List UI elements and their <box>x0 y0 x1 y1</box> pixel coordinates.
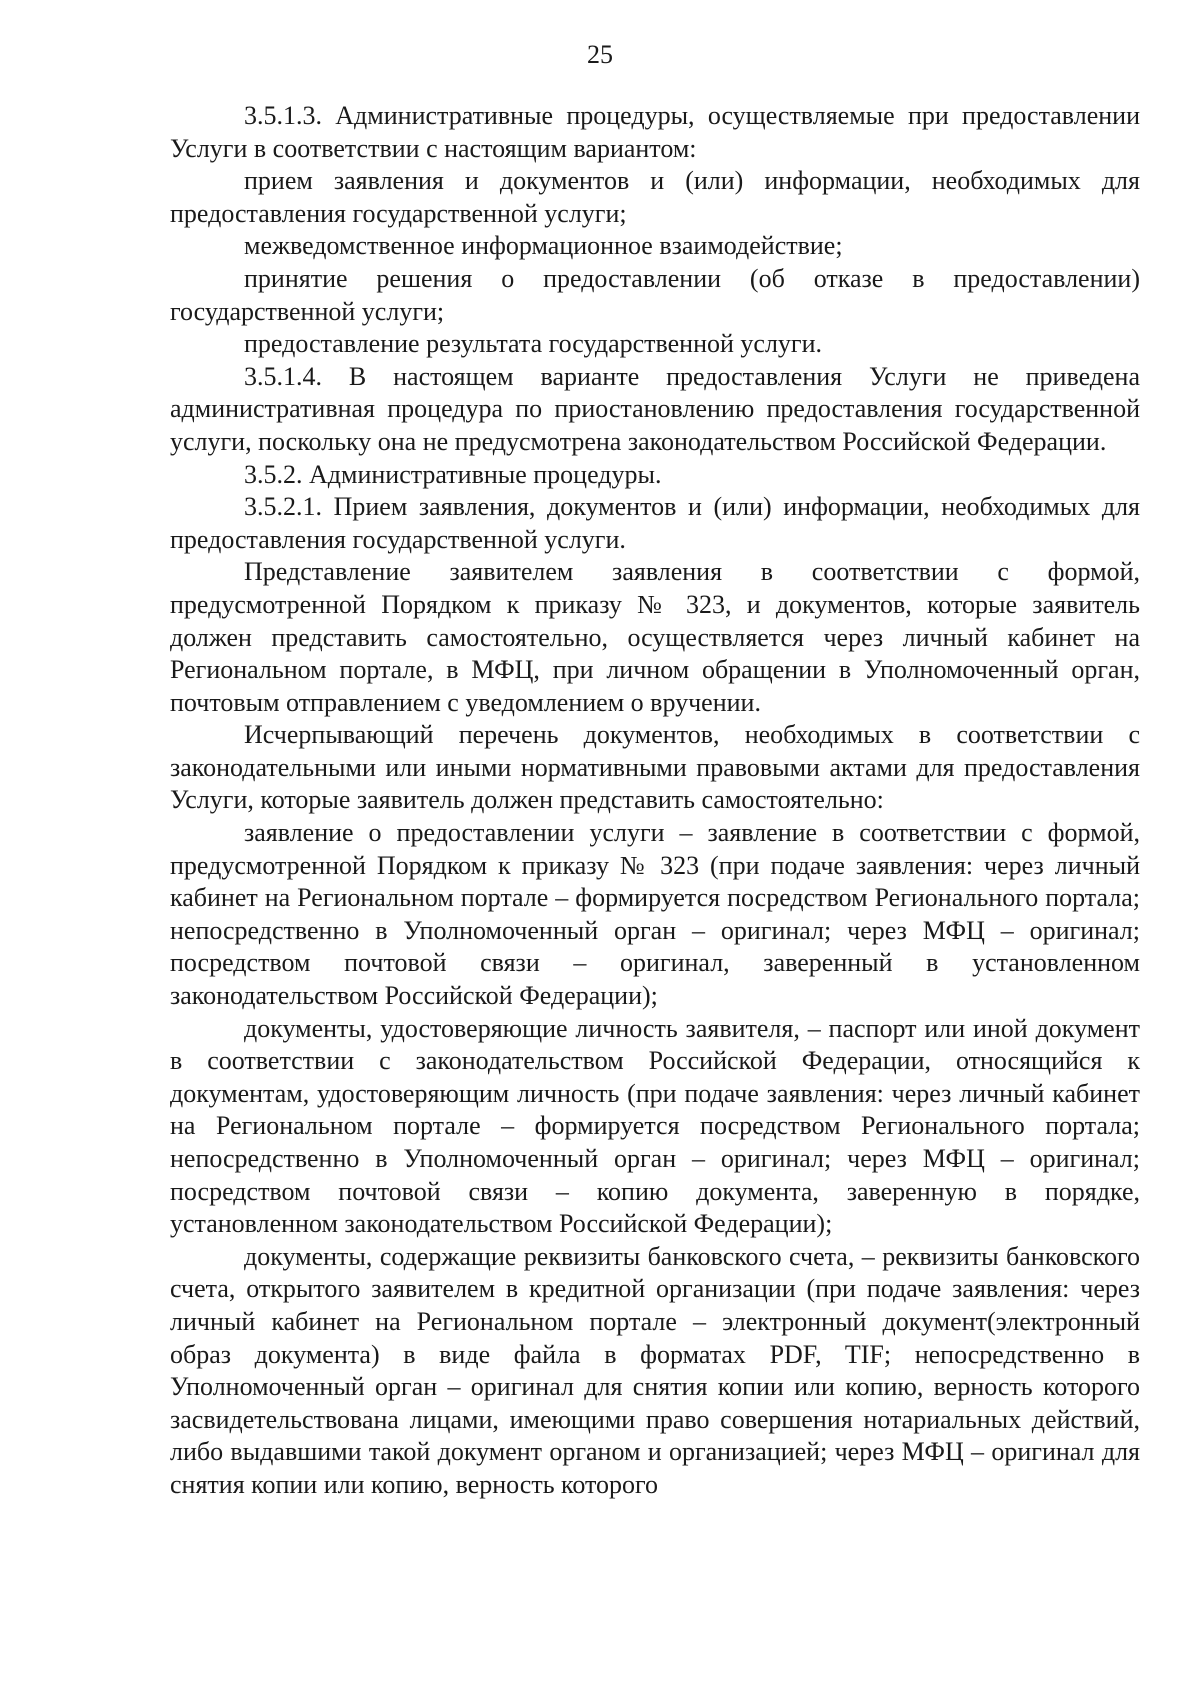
document-body <box>170 100 1140 1502</box>
list-item-application: заявление о предоставлении услуги – заявление в соответствии с формой, предусмотренной Порядком к приказу № 323 (при подаче заявления: через личный кабинет на Региональном портале – формируется посредством Регионального портала; непосредственно в Уполномоченный орган – оригинал; через МФЦ – оригинал; посредством почтовой связи – оригинал, заверенный в установленном законодательством Российской Федерации); <box>170 818 1140 1011</box>
paragraph-document-list: Исчерпывающий перечень документов, необходимых в соответствии с законодательными или иными нормативными правовыми актами для предоставления Услуги, которые заявитель должен представить самостоятельно: <box>170 720 1140 815</box>
paragraph-3-5-1-4: 3.5.1.4. В настоящем варианте предоставления Услуги не приведена административная процедура по приостановлению предоставления государственной услуги, поскольку она не предусмотрена законодательством Российской Федерации. <box>170 361 1140 456</box>
paragraph-submission: Представление заявителем заявления в соответствии с формой, предусмотренной Порядком к приказу № 323, и документов, которые заявитель должен представить самостоятельно, осуществляется через личный кабинет на Региональном портале, в МФЦ, при личном обращении в Уполномоченный орган, почтовым отправлением с уведомлением о вручении. <box>170 557 1140 717</box>
list-item-interagency: межведомственное информационное взаимодействие; <box>244 231 843 261</box>
list-item-decision: принятие решения о предоставлении (об отказе в предоставлении) государственной услуги; <box>170 263 1140 326</box>
paragraph-3-5-2-1: 3.5.2.1. Прием заявления, документов и (или) информации, необходимых для предоставления государственной услуги. <box>170 492 1140 554</box>
paragraph-3-5-2: 3.5.2. Административные процедуры. <box>244 459 662 489</box>
paragraph-3-5-1-3: 3.5.1.3. Административные процедуры, осуществляемые при предоставлении Услуги в соответствии с настоящим вариантом: <box>170 101 1140 163</box>
page-number: 25 <box>587 40 613 69</box>
list-item-result: предоставление результата государственной услуги. <box>244 329 823 359</box>
list-item-reception: прием заявления и документов и (или) информации, необходимых для предоставления государственной услуги; <box>170 166 1140 228</box>
list-item-bank-details: документы, содержащие реквизиты банковского счета, – реквизиты банковского счета, открытого заявителем в кредитной организации (при подаче заявления: через личный кабинет на Региональном портале – электронный документ(электронный образ документа) в виде файла в форматах PDF, TIF; непосредственно в Уполномоченный орган – оригинал для снятия копии или копию, верность которого засвидетельствована лицами, имеющими право совершения нотариальных действий, либо выдавшими такой документ органом и организацией; через МФЦ – оригинал для снятия копии или копию, верность которого <box>170 1241 1140 1499</box>
list-item-identity-documents: документы, удостоверяющие личность заявителя, – паспорт или иной документ в соответствии с законодательством Российской Федерации, относящийся к документам, удостоверяющим личность (при подаче заявления: через личный кабинет на Региональном портале – формируется посредством Регионального портала; непосредственно в Уполномоченный орган – оригинал; через МФЦ – оригинал; посредством почтовой связи – копию документа, заверенную в порядке, установленном законодательством Российской Федерации); <box>170 1013 1140 1239</box>
